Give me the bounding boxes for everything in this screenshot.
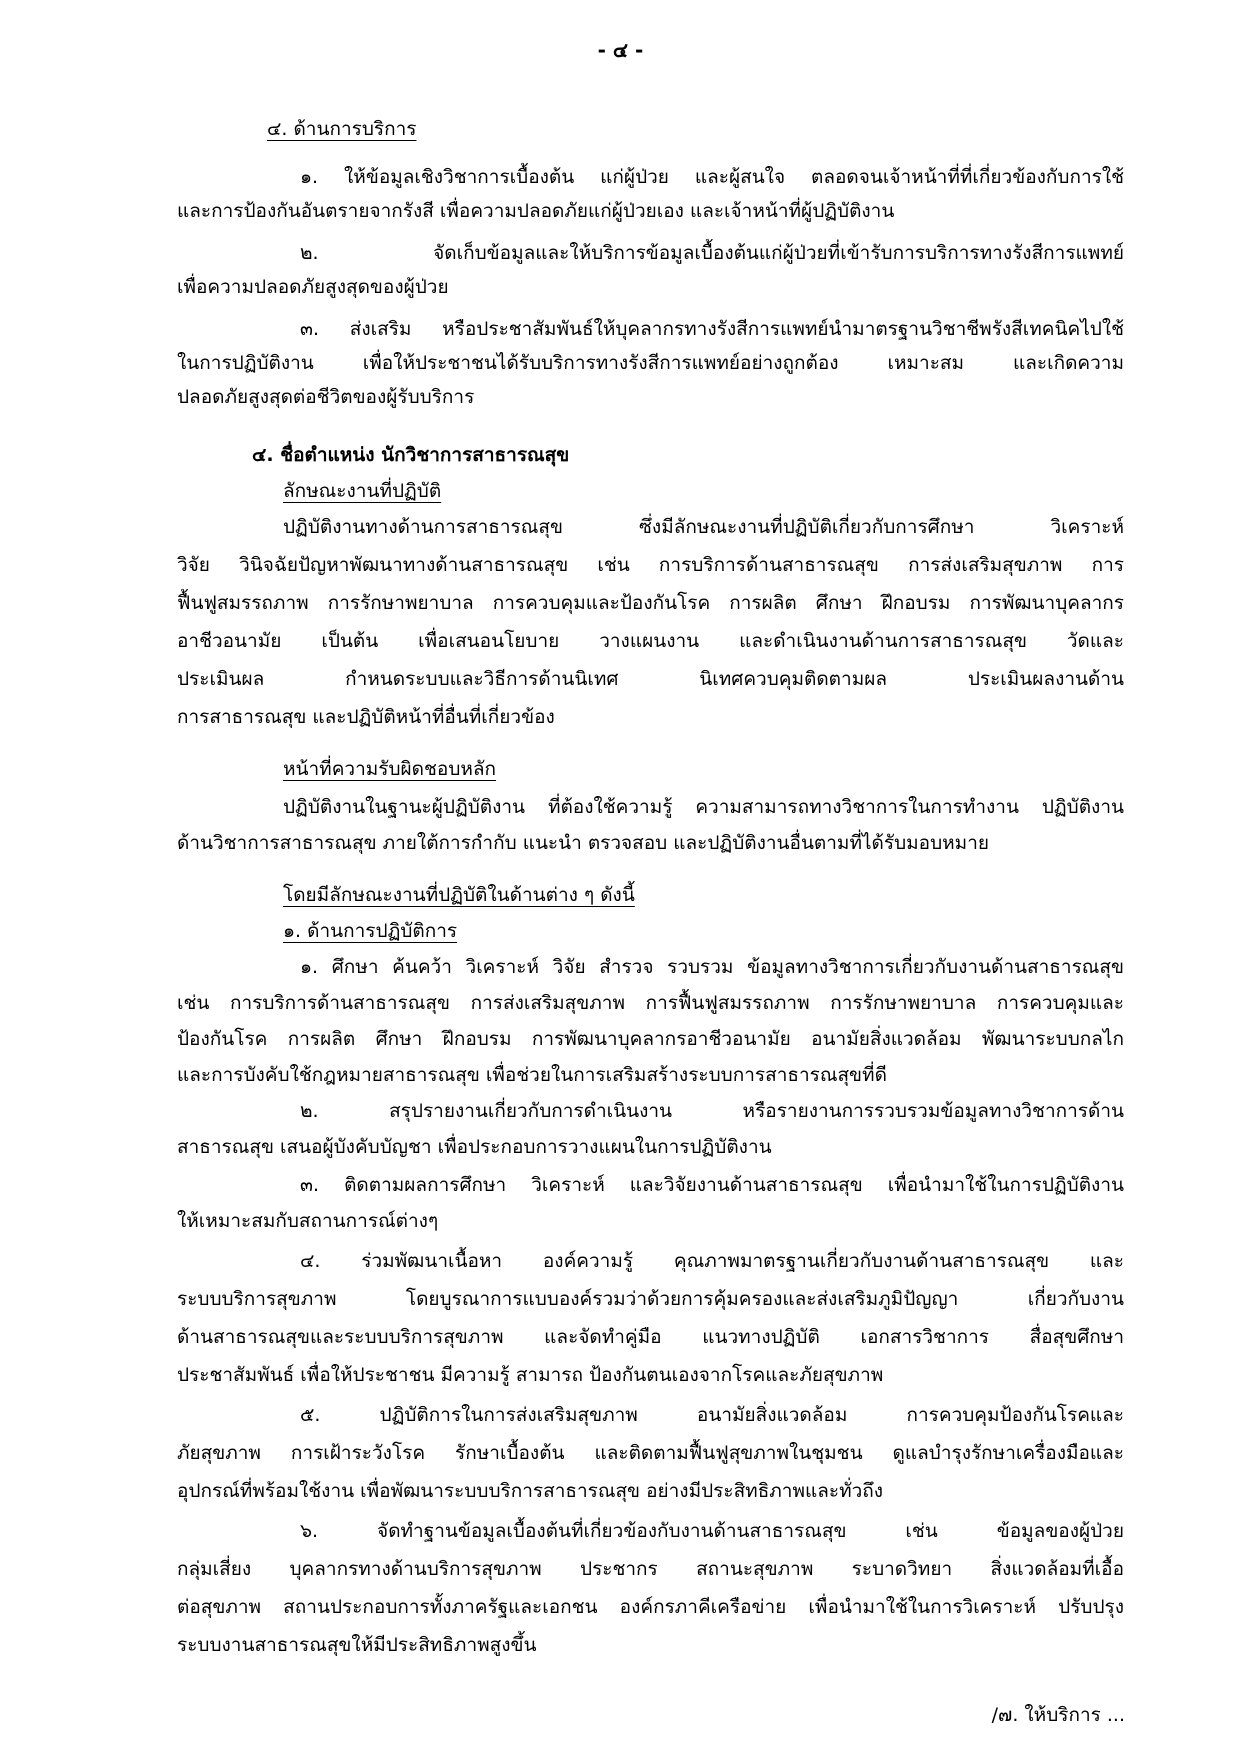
nature-heading: ลักษณะงานที่ปฏิบัติ: [283, 480, 442, 502]
ops-item2-line2: สาธารณสุข เสนอผู้บังคับบัญชา เพื่อประกอบการวางแผนในการปฏิบัติงาน: [177, 1136, 772, 1158]
services-heading: ๔. ด้านการบริการ: [267, 118, 417, 140]
services-item2-line1: ๒. จัดเก็บข้อมูลและให้บริการข้อมูลเบื้องต้นแก่ผู้ป่วยที่เข้ารับการบริการทางรังสีการแพทย์: [300, 242, 1124, 264]
ops-item1-line2: เช่น การบริการด้านสาธารณสุข การส่งเสริมสุขภาพ การฟื้นฟูสมรรถภาพ การรักษาพยาบาล การควบคุมและ: [177, 992, 1124, 1014]
services-item3-line3: ปลอดภัยสูงสุดต่อชีวิตของผู้รับบริการ: [177, 386, 475, 408]
services-item3-line2: ในการปฏิบัติงาน เพื่อให้ประชาชนได้รับบริการทางรังสีการแพทย์อย่างถูกต้อง เหมาะสม และเกิดความ: [177, 352, 1124, 374]
ops-item1-line4: และการบังคับใช้กฎหมายสาธารณสุข เพื่อช่วยในการเสริมสร้างระบบการสาธารณสุขที่ดี: [177, 1064, 887, 1086]
ops-item6-line1: ๖. จัดทำฐานข้อมูลเบื้องต้นที่เกี่ยวข้องกับงานด้านสาธารณสุข เช่น ข้อมูลของผู้ป่วย: [300, 1520, 1124, 1542]
page-number: - ๔ -: [597, 38, 644, 62]
duty-line2: ด้านวิชาการสาธารณสุข ภายใต้การกำกับ แนะนำ ตรวจสอบ และปฏิบัติงานอื่นตามที่ได้รับมอบหมาย: [177, 832, 989, 854]
continuation-note: /๗. ให้บริการ ...: [991, 1704, 1125, 1726]
ops-item6-line3: ต่อสุขภาพ สถานประกอบการทั้งภาครัฐและเอกชน องค์กรภาคีเครือข่าย เพื่อนำมาใช้ในการวิเคราะห์ ปรับปรุง: [177, 1596, 1124, 1618]
services-item2-line2: เพื่อความปลอดภัยสูงสุดของผู้ป่วย: [177, 276, 449, 298]
ops-item3-line1: ๓. ติดตามผลการศึกษา วิเคราะห์ และวิจัยงานด้านสาธารณสุข เพื่อนำมาใช้ในการปฏิบัติงาน: [300, 1174, 1124, 1196]
nature-line1: ปฏิบัติงานทางด้านการสาธารณสุข ซึ่งมีลักษณะงานที่ปฏิบัติเกี่ยวกับการศึกษา วิเคราะห์: [283, 516, 1124, 538]
nature-line5: ประเมินผล กำหนดระบบและวิธีการด้านนิเทศ นิเทศควบคุมติดตามผล ประเมินผลงานด้าน: [177, 668, 1124, 690]
ops-item3-line2: ให้เหมาะสมกับสถานการณ์ต่างๆ: [177, 1210, 439, 1232]
ops-item6-line4: ระบบงานสาธารณสุขให้มีประสิทธิภาพสูงขึ้น: [177, 1634, 537, 1656]
ops-item4-line3: ด้านสาธารณสุขและระบบบริการสุขภาพ และจัดทำคู่มือ แนวทางปฏิบัติ เอกสารวิชาการ สื่อสุขศึกษา: [177, 1326, 1124, 1348]
ops-item4-line4: ประชาสัมพันธ์ เพื่อให้ประชาชน มีความรู้ สามารถ ป้องกันตนเองจากโรคและภัยสุขภาพ: [177, 1364, 884, 1386]
areas-heading: โดยมีลักษณะงานที่ปฏิบัติในด้านต่าง ๆ ดังนี้: [283, 884, 635, 906]
services-item1-line1: ๑. ให้ข้อมูลเชิงวิชาการเบื้องต้น แก่ผู้ป่วย และผู้สนใจ ตลอดจนเจ้าหน้าที่ที่เกี่ยวข้องกับการใช้: [300, 166, 1124, 188]
ops-item1-line3: ป้องกันโรค การผลิต ศึกษา ฝึกอบรม การพัฒนาบุคลากรอาชีวอนามัย อนามัยสิ่งแวดล้อม พัฒนาระบบกลไก: [177, 1028, 1124, 1050]
ops-item2-line1: ๒. สรุปรายงานเกี่ยวกับการดำเนินงาน หรือรายงานการรวบรวมข้อมูลทางวิชาการด้าน: [300, 1100, 1124, 1122]
nature-line3: ฟื้นฟูสมรรถภาพ การรักษาพยาบาล การควบคุมและป้องกันโรค การผลิต ศึกษา ฝึกอบรม การพัฒนาบุคลากร: [177, 592, 1124, 614]
nature-line6: การสาธารณสุข และปฏิบัติหน้าที่อื่นที่เกี่ยวข้อง: [177, 706, 555, 728]
duty-heading: หน้าที่ความรับผิดชอบหลัก: [283, 758, 497, 780]
ops-item4-line1: ๔. ร่วมพัฒนาเนื้อหา องค์ความรู้ คุณภาพมาตรฐานเกี่ยวกับงานด้านสาธารณสุข และ: [300, 1250, 1124, 1272]
position-title: ๔. ชื่อตำแหน่ง นักวิชาการสาธารณสุข: [252, 444, 570, 466]
ops-item6-line2: กลุ่มเสี่ยง บุคลากรทางด้านบริการสุขภาพ ประชากร สถานะสุขภาพ ระบาดวิทยา สิ่งแวดล้อมที่เอื้อ: [177, 1558, 1124, 1580]
ops-item1-line1: ๑. ศึกษา ค้นคว้า วิเคราะห์ วิจัย สำรวจ รวบรวม ข้อมูลทางวิชาการเกี่ยวกับงานด้านสาธารณสุข: [300, 956, 1124, 978]
nature-line2: วิจัย วินิจฉัยปัญหาพัฒนาทางด้านสาธารณสุข เช่น การบริการด้านสาธารณสุข การส่งเสริมสุขภาพ การ: [177, 554, 1124, 576]
services-item3-line1: ๓. ส่งเสริม หรือประชาสัมพันธ์ให้บุคลากรทางรังสีการแพทย์นำมาตรฐานวิชาชีพรังสีเทคนิคไปใช้: [300, 318, 1124, 340]
services-item1-line2: และการป้องกันอันตรายจากรังสี เพื่อความปลอดภัยแก่ผู้ป่วยเอง และเจ้าหน้าที่ผู้ปฏิบัติงาน: [177, 200, 895, 222]
ops-item5-line3: อุปกรณ์ที่พร้อมใช้งาน เพื่อพัฒนาระบบบริการสาธารณสุข อย่างมีประสิทธิภาพและทั่วถึง: [177, 1480, 884, 1502]
ops-heading: ๑. ด้านการปฏิบัติการ: [283, 920, 458, 942]
nature-line4: อาชีวอนามัย เป็นต้น เพื่อเสนอนโยบาย วางแผนงาน และดำเนินงานด้านการสาธารณสุข วัดและ: [177, 630, 1124, 652]
ops-item5-line1: ๕. ปฏิบัติการในการส่งเสริมสุขภาพ อนามัยสิ่งแวดล้อม การควบคุมป้องกันโรคและ: [300, 1404, 1124, 1426]
ops-item4-line2: ระบบบริการสุขภาพ โดยบูรณาการแบบองค์รวมว่าด้วยการคุ้มครองและส่งเสริมภูมิปัญญา เกี่ยวกับงาน: [177, 1288, 1124, 1310]
duty-line1: ปฏิบัติงานในฐานะผู้ปฏิบัติงาน ที่ต้องใช้ความรู้ ความสามารถทางวิชาการในการทำงาน ปฏิบัติงาน: [283, 796, 1124, 818]
ops-item5-line2: ภัยสุขภาพ การเฝ้าระวังโรค รักษาเบื้องต้น และติดตามฟื้นฟูสุขภาพในชุมชน ดูแลบำรุงรักษาเครื่องมือและ: [177, 1442, 1124, 1464]
